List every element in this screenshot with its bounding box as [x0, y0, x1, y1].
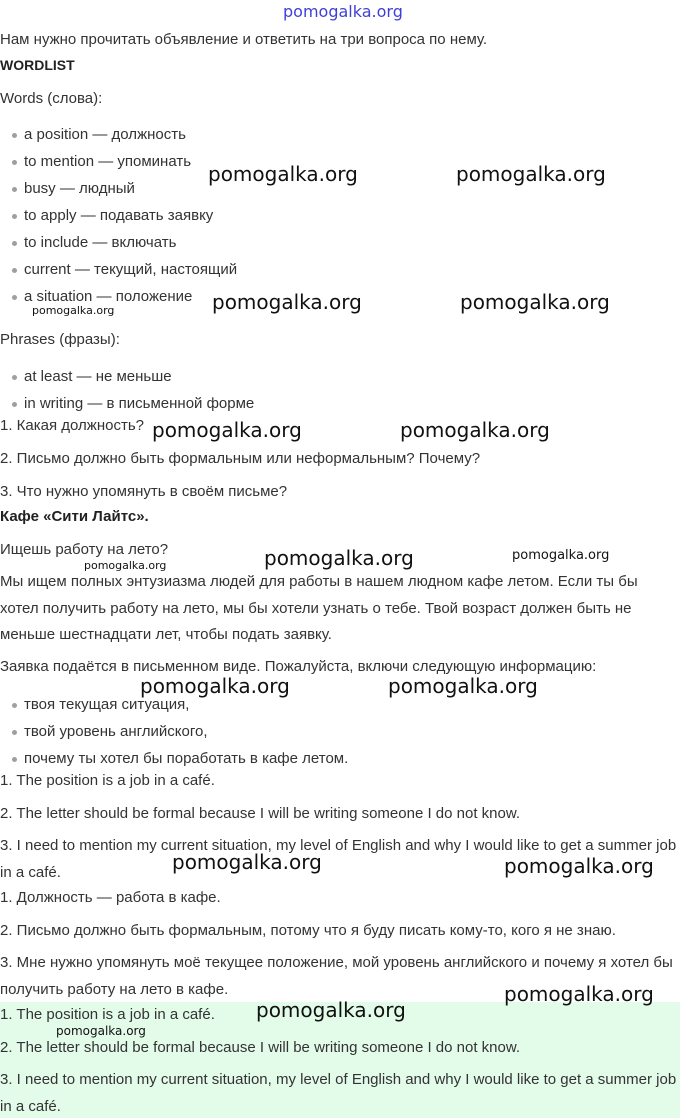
ad-request: Заявка подаётся в письменном виде. Пожалуйста, включи следующую информацию:: [0, 658, 597, 675]
list-item: твоя текущая ситуация,: [24, 696, 190, 713]
answer-ru-1: 1. Должность — работа в кафе.: [0, 889, 221, 906]
watermark: pomogalka.org: [456, 162, 606, 186]
answer-ru-2: 2. Письмо должно быть формальным, потому что я буду писать кому-то, кого я не знаю.: [0, 922, 616, 939]
bullet-icon: [12, 268, 17, 273]
watermark: pomogalka.org: [84, 559, 167, 572]
ad-title: Кафе «Сити Лайтс».: [0, 508, 149, 525]
list-item: почему ты хотел бы поработать в кафе летом.: [24, 750, 349, 767]
bullet-icon: [12, 214, 17, 219]
list-item: to mention — упоминать: [24, 153, 192, 170]
watermark: pomogalka.org: [208, 162, 358, 186]
watermark: pomogalka.org: [400, 418, 550, 442]
bullet-icon: [12, 402, 17, 407]
phrases-heading: Phrases (фразы):: [0, 331, 120, 348]
answer-en-3: 3. I need to mention my current situation, my level of English and why I would like to get a summer job in a café.: [0, 837, 677, 881]
watermark: pomogalka.org: [152, 418, 302, 442]
answer-en-2: 2. The letter should be formal because I will be writing someone I do not know.: [0, 805, 521, 822]
watermark: pomogalka.org: [460, 290, 610, 314]
ad-question: Ищешь работу на лето?: [0, 541, 169, 558]
watermark: pomogalka.org: [264, 546, 414, 570]
bullet-icon: [12, 757, 17, 762]
header-watermark: pomogalka.org: [283, 2, 403, 21]
bullet-icon: [12, 160, 17, 165]
answer-box-1: 1. The position is a job in a café.: [0, 1006, 215, 1023]
list-item: a situation — положение: [24, 288, 193, 305]
bullet-icon: [12, 375, 17, 380]
answer-en-1: 1. The position is a job in a café.: [0, 772, 215, 789]
watermark: pomogalka.org: [172, 850, 322, 874]
wordlist-heading: WORDLIST: [0, 57, 75, 73]
question-2: 2. Письмо должно быть формальным или неформальным? Почему?: [0, 450, 481, 467]
watermark: pomogalka.org: [256, 998, 406, 1022]
intro-text: Нам нужно прочитать объявление и ответить на три вопроса по нему.: [0, 31, 488, 48]
bullet-icon: [12, 187, 17, 192]
watermark: pomogalka.org: [56, 1024, 146, 1038]
list-item: busy — людный: [24, 180, 135, 197]
watermark: pomogalka.org: [32, 304, 115, 317]
list-item: твой уровень английского,: [24, 723, 208, 740]
list-item: in writing — в письменной форме: [24, 395, 255, 412]
answer-ru-3: 3. Мне нужно упомянуть моё текущее положение, мой уровень английского и почему я хотел бы получить работу на лето в кафе.: [0, 954, 673, 998]
bullet-icon: [12, 133, 17, 138]
bullet-icon: [12, 703, 17, 708]
list-item: to include — включать: [24, 234, 177, 251]
ad-paragraph: Мы ищем полных энтузиазма людей для работы в нашем людном кафе летом. Если ты бы хотел получить работу на лето, мы бы хотели узнать о тебе. Твой возраст должен быть не меньше шестнадцати лет, чтобы подать заявку.: [0, 573, 638, 643]
watermark: pomogalka.org: [504, 854, 654, 878]
list-item: at least — не меньше: [24, 368, 172, 385]
answer-box-3: 3. I need to mention my current situation, my level of English and why I would like to get a summer job in a café.: [0, 1071, 677, 1115]
list-item: to apply — подавать заявку: [24, 207, 214, 224]
bullet-icon: [12, 730, 17, 735]
watermark: pomogalka.org: [140, 674, 290, 698]
watermark: pomogalka.org: [504, 982, 654, 1006]
answer-box-2: 2. The letter should be formal because I will be writing someone I do not know.: [0, 1039, 521, 1056]
list-item: current — текущий, настоящий: [24, 261, 238, 278]
watermark: pomogalka.org: [388, 674, 538, 698]
question-1: 1. Какая должность?: [0, 417, 144, 434]
watermark: pomogalka.org: [212, 290, 362, 314]
bullet-icon: [12, 241, 17, 246]
list-item: a position — должность: [24, 126, 186, 143]
words-heading: Words (слова):: [0, 90, 103, 107]
question-3: 3. Что нужно упомянуть в своём письме?: [0, 483, 288, 500]
watermark: pomogalka.org: [512, 548, 610, 563]
bullet-icon: [12, 295, 17, 300]
